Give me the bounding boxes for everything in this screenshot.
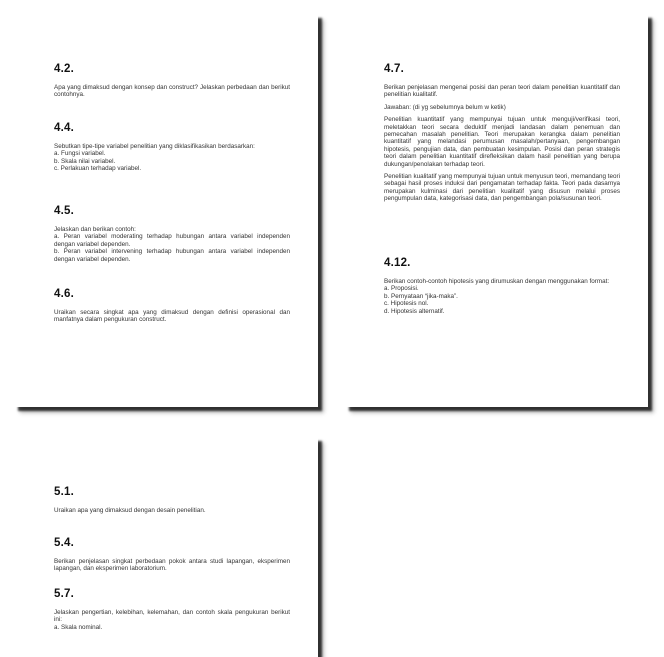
section-4-4 xyxy=(54,122,290,173)
list-item: c. Perlakuan terhadap variabel. xyxy=(54,165,142,173)
section-heading: 4.4. xyxy=(54,122,74,134)
list-item: c. Hipotesis nol. xyxy=(384,300,429,308)
section-text: Berikan penjelasan mengenai posisi dan peran teori dalam penelitian kuantitatif dan penelitian kualitatif. xyxy=(384,84,620,99)
section-text: Uraikan secara singkat apa yang dimaksud dengan definisi operasional dan manfatnya dalam pengukuran construct. xyxy=(54,309,290,324)
section-heading: 4.2. xyxy=(54,63,74,75)
answer-paragraph: Penelitian kualitatif yang mempunyai tujuan untuk menyusun teori, memandang teori sebagai hasil proses induksi dari pengamatan terhadap fakta. Teori pada dasarnya merupakan kulminasi dari penelitian kualitatif yang disusun melalui proses pengumpulan data, kategorisasi data, dan pengembangan pola/susunan teori. xyxy=(384,173,620,203)
item-list xyxy=(54,624,290,631)
section-4-7 xyxy=(384,63,620,208)
section-5-4 xyxy=(54,537,290,573)
item-list xyxy=(54,150,290,172)
section-5-1 xyxy=(54,486,290,514)
section-text: Apa yang dimaksud dengan konsep dan construct? Jelaskan perbedaan dan berikut contohnya. xyxy=(54,84,290,99)
section-text: Jelaskan pengertian, kelebihan, kelemahan, dan contoh skala pengukuran berikut ini: xyxy=(54,609,290,624)
section-heading: 5.4. xyxy=(54,537,74,549)
section-heading: 4.7. xyxy=(384,63,404,75)
list-item: a. Peran variabel moderating terhadap hubungan antara variabel independen dengan variabel dependen. xyxy=(54,233,290,248)
section-heading: 4.6. xyxy=(54,288,74,300)
section-heading: 5.1. xyxy=(54,486,74,498)
section-heading: 4.12. xyxy=(384,257,411,269)
section-4-12 xyxy=(384,257,620,315)
section-text: Sebutkan tipe-tipe variabel penelitian yang diklasifikasikan berdasarkan: xyxy=(54,143,255,150)
document-page-1 xyxy=(14,14,318,407)
document-page-3 xyxy=(14,437,318,657)
section-text: Jelaskan dan berikan contoh: xyxy=(54,226,136,233)
section-4-6 xyxy=(54,288,290,324)
section-text: Berikan penjelasan singkat perbedaan pokok antara studi lapangan, eksperimen lapangan, dan eksperimen laboratorium. xyxy=(54,558,290,573)
list-item: a. Proposisi. xyxy=(384,285,419,293)
list-item: a. Skala nominal. xyxy=(54,623,103,631)
document-page-2 xyxy=(345,14,648,407)
item-list xyxy=(384,285,620,315)
section-4-5 xyxy=(54,205,290,263)
section-heading: 4.5. xyxy=(54,205,74,217)
list-item: a. Fungsi variabel. xyxy=(54,150,106,158)
list-item: b. Peran variabel intervening terhadap hubungan antara variabel independen dengan variabel dependen. xyxy=(54,248,290,263)
section-text: Berikan contoh-contoh hipotesis yang dirumuskan dengan menggunakan format: xyxy=(384,278,610,285)
section-4-2 xyxy=(54,63,290,99)
section-5-7 xyxy=(54,588,290,631)
list-item: b. Pernyataan “jika-maka”. xyxy=(384,292,458,300)
list-item: b. Skala nilai variabel. xyxy=(54,157,116,165)
list-item: d. Hipotesis alternatif. xyxy=(384,307,445,315)
section-heading: 5.7. xyxy=(54,588,74,600)
answer-paragraph: Penelitian kuantitatif yang mempunyai tujuan untuk menguji/verifikasi teori, meletakkan teori secara deduktif menjadi landasan dalam penemuan dan pemecahan masalah penelitian. Teori merupakan kerangka dalam penelitian kuantitatif yang melandasi perumusan masalah/pertanyaan, pengembangan hipotesis, pengujian data, dan pembuatan kesimpulan. Posisi dan peran strategis teori dalam penelitian kuantitatif direfleksikan dalam hasil penelitian yang berupa dukungan/penolakan terhadap teori. xyxy=(384,116,620,168)
answer-label: Jawaban: (di yg sebelumnya belum w ketik) xyxy=(384,103,506,111)
section-text: Uraikan apa yang dimaksud dengan desain penelitian. xyxy=(54,507,206,514)
